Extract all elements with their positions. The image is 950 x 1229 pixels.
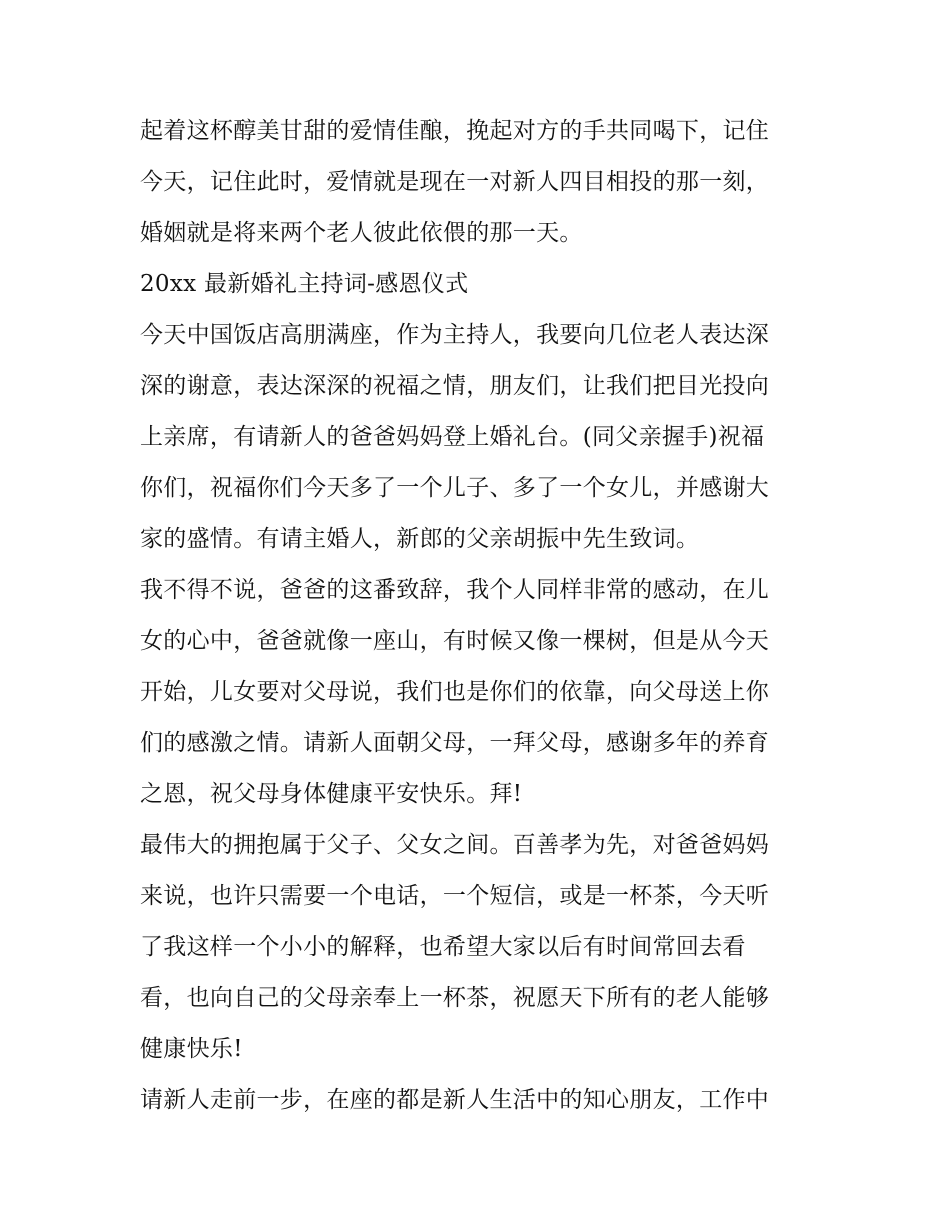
text-line: 女的心中，爸爸就像一座山，有时候又像一棵树，但是从今天 <box>140 628 770 654</box>
text-line: 健康快乐! <box>140 1036 243 1062</box>
text-line: 你们，祝福你们今天多了一个儿子、多了一个女儿，并感谢大 <box>140 475 770 501</box>
text-line: 之恩，祝父母身体健康平安快乐。拜! <box>140 781 523 807</box>
text-line: 开始，儿女要对父母说，我们也是你们的依靠，向父母送上你 <box>140 679 770 705</box>
document-body <box>140 106 820 1126</box>
text-line: 今天，记住此时，爱情就是现在一对新人四目相投的那一刻， <box>140 169 770 195</box>
text-line: 们的感激之情。请新人面朝父母，一拜父母，感谢多年的养育 <box>140 730 770 756</box>
text-line: 来说，也许只需要一个电话，一个短信，或是一杯茶，今天听 <box>140 883 770 909</box>
text-line: 最伟大的拥抱属于父子、父女之间。百善孝为先，对爸爸妈妈 <box>140 832 770 858</box>
section-heading: 20xx 最新婚礼主持词-感恩仪式 <box>140 271 469 297</box>
text-line: 今天中国饭店高朋满座，作为主持人，我要向几位老人表达深 <box>140 322 770 348</box>
text-line: 婚姻就是将来两个老人彼此依偎的那一天。 <box>140 220 583 246</box>
text-line: 上亲席，有请新人的爸爸妈妈登上婚礼台。(同父亲握手)祝福 <box>140 424 765 450</box>
text-line: 深的谢意，表达深深的祝福之情，朋友们，让我们把目光投向 <box>140 373 770 399</box>
text-line: 看，也向自己的父母亲奉上一杯茶，祝愿天下所有的老人能够 <box>140 985 770 1011</box>
text-line: 请新人走前一步，在座的都是新人生活中的知心朋友，工作中 <box>140 1087 770 1113</box>
text-line: 我不得不说，爸爸的这番致辞，我个人同样非常的感动，在儿 <box>140 577 770 603</box>
text-line: 了我这样一个小小的解释，也希望大家以后有时间常回去看 <box>140 934 746 960</box>
text-line: 家的盛情。有请主婚人，新郎的父亲胡振中先生致词。 <box>140 526 700 552</box>
text-line: 起着这杯醇美甘甜的爱情佳酿，挽起对方的手共同喝下，记住 <box>140 118 770 144</box>
